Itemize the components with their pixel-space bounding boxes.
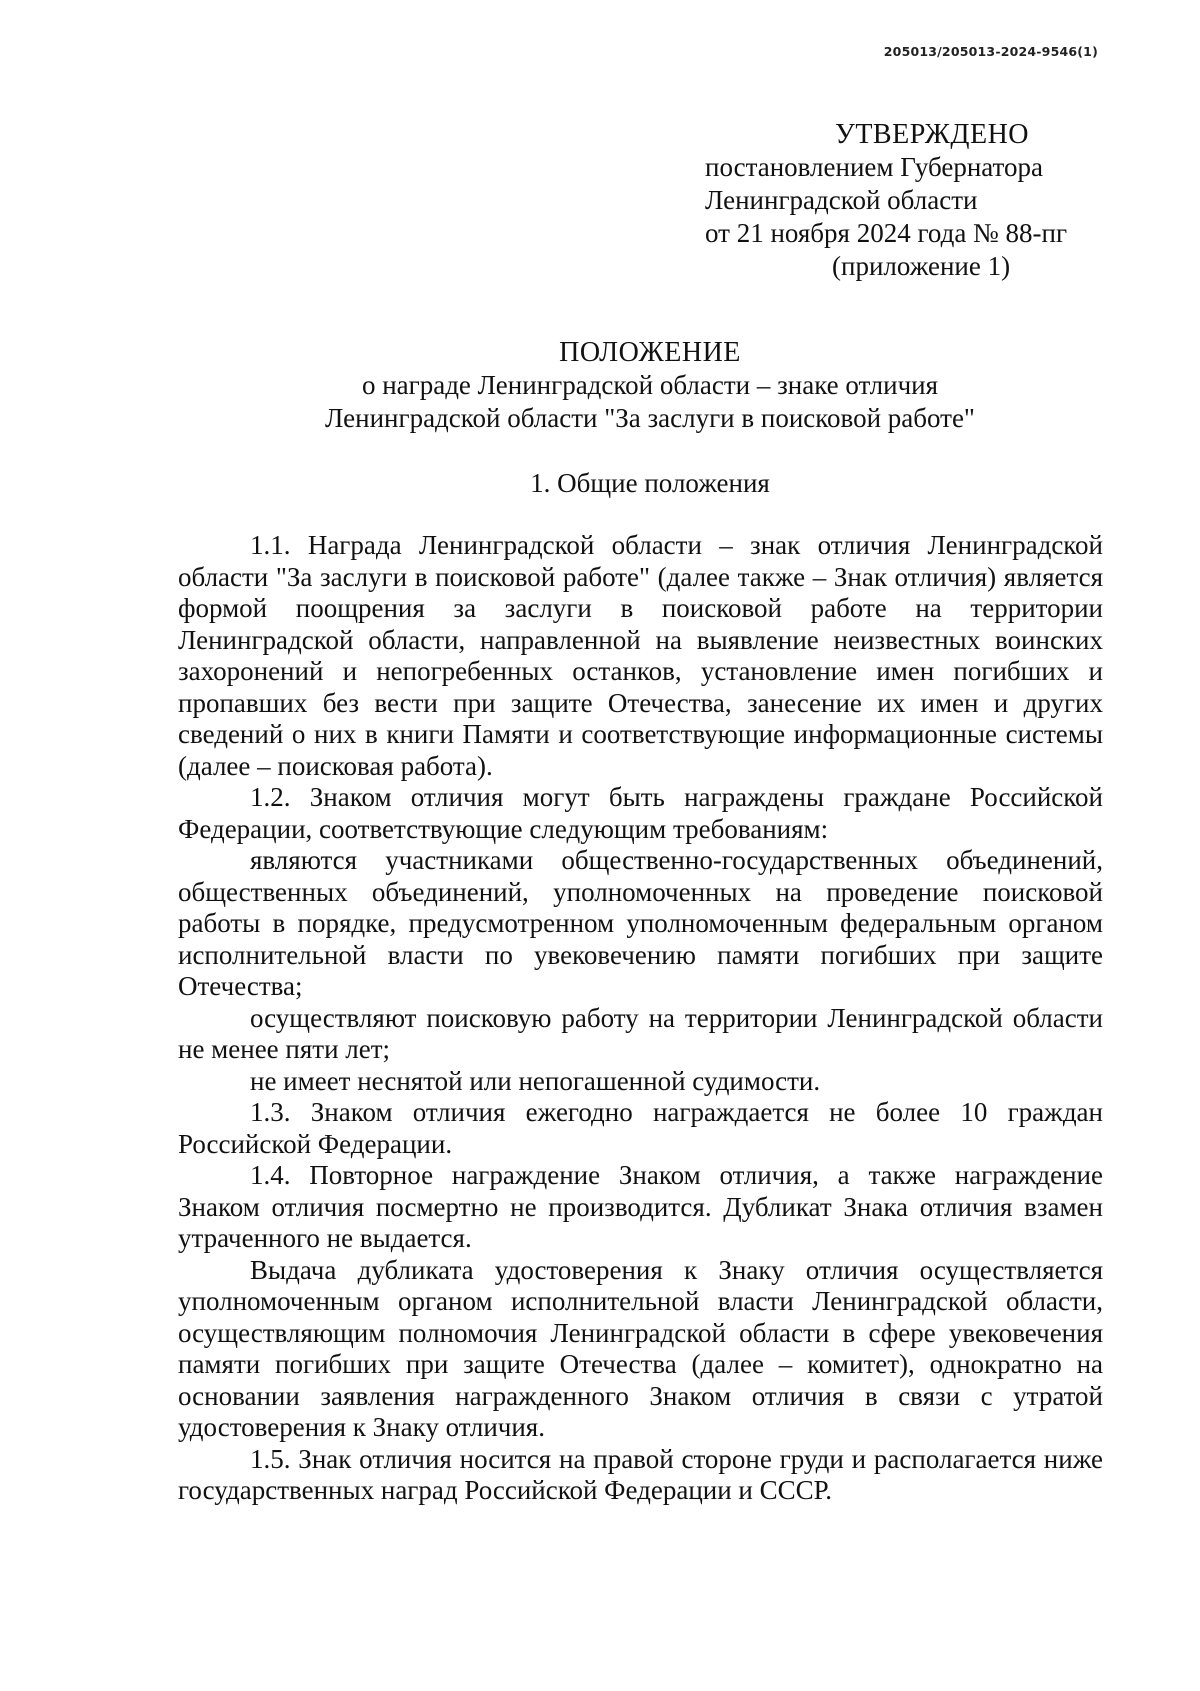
document-body: [178, 530, 1103, 1507]
paragraph-1-4: 1.4. Повторное награждение Знаком отличия, а также награждение Знаком отличия посмертно не производится. Дубликат Знака отличия взамен утраченного не выдается.: [178, 1160, 1103, 1253]
paragraph-1-1: 1.1. Награда Ленинградской области – знак отличия Ленинградской области "За заслуги в поисковой работе" (далее также – Знак отличия) является формой поощрения за заслуги в поисковой работе на территории Ленинградской области, направленной на выявление неизвестных воинских захоронений и непогребенных останков, установление имен погибших и пропавших без вести при защите Отечества, занесение их имен и других сведений о них в книги Памяти и соответствующие информационные системы (далее – поисковая работа).: [178, 530, 1103, 781]
document-title: ПОЛОЖЕНИЕ: [559, 337, 741, 368]
document-subtitle-line-1: о награде Ленинградской области – знаке отличия: [361, 370, 939, 400]
paragraph-duplicate: Выдача дубликата удостоверения к Знаку отличия осуществляется уполномоченным органом исполнительной власти Ленинградской области, осуществляющим полномочия Ленинградской области в сфере увековечения памяти погибших при защите Отечества (далее – комитет), однократно на основании заявления награжденного Знаком отличия в связи с утратой удостоверения к Знаку отличия.: [178, 1254, 1103, 1442]
paragraph-requirement-1: являются участниками общественно-государственных объединений, общественных объединений, уполномоченных на проведение поисковой работы в порядке, предусмотренном уполномоченным федеральным органом исполнительной власти по увековечению памяти погибших при защите Отечества;: [178, 845, 1103, 1001]
approval-stamp-block: [705, 118, 1105, 283]
approval-line-2: Ленинградской области: [705, 185, 978, 215]
paragraph-1-5: 1.5. Знак отличия носится на правой стороне груди и располагается ниже государственных наград Российской Федерации и СССР.: [178, 1443, 1103, 1505]
document-title-block: [0, 336, 1200, 435]
approval-heading: УТВЕРЖДЕНО: [835, 119, 1030, 150]
document-subtitle-line-2: Ленинградской области "За заслуги в поисковой работе": [325, 403, 975, 433]
approval-line-1: постановлением Губернатора: [705, 152, 1043, 182]
paragraph-requirement-2: осуществляют поисковую работу на территории Ленинградской области не менее пяти лет;: [178, 1002, 1103, 1064]
document-id: 205013/205013-2024-9546(1): [883, 44, 1098, 59]
approval-line-3: от 21 ноября 2024 года № 88-пг: [705, 218, 1068, 248]
paragraph-requirement-3: не имеет неснятой или непогашенной судимости.: [250, 1065, 821, 1096]
paragraph-1-3: 1.3. Знаком отличия ежегодно награждается не более 10 граждан Российской Федерации.: [178, 1097, 1103, 1159]
paragraph-1-2: 1.2. Знаком отличия могут быть награждены граждане Российской Федерации, соответствующие следующим требованиям:: [178, 782, 1103, 844]
section-title: 1. Общие положения: [530, 468, 770, 498]
approval-appendix: (приложение 1): [832, 251, 1011, 281]
